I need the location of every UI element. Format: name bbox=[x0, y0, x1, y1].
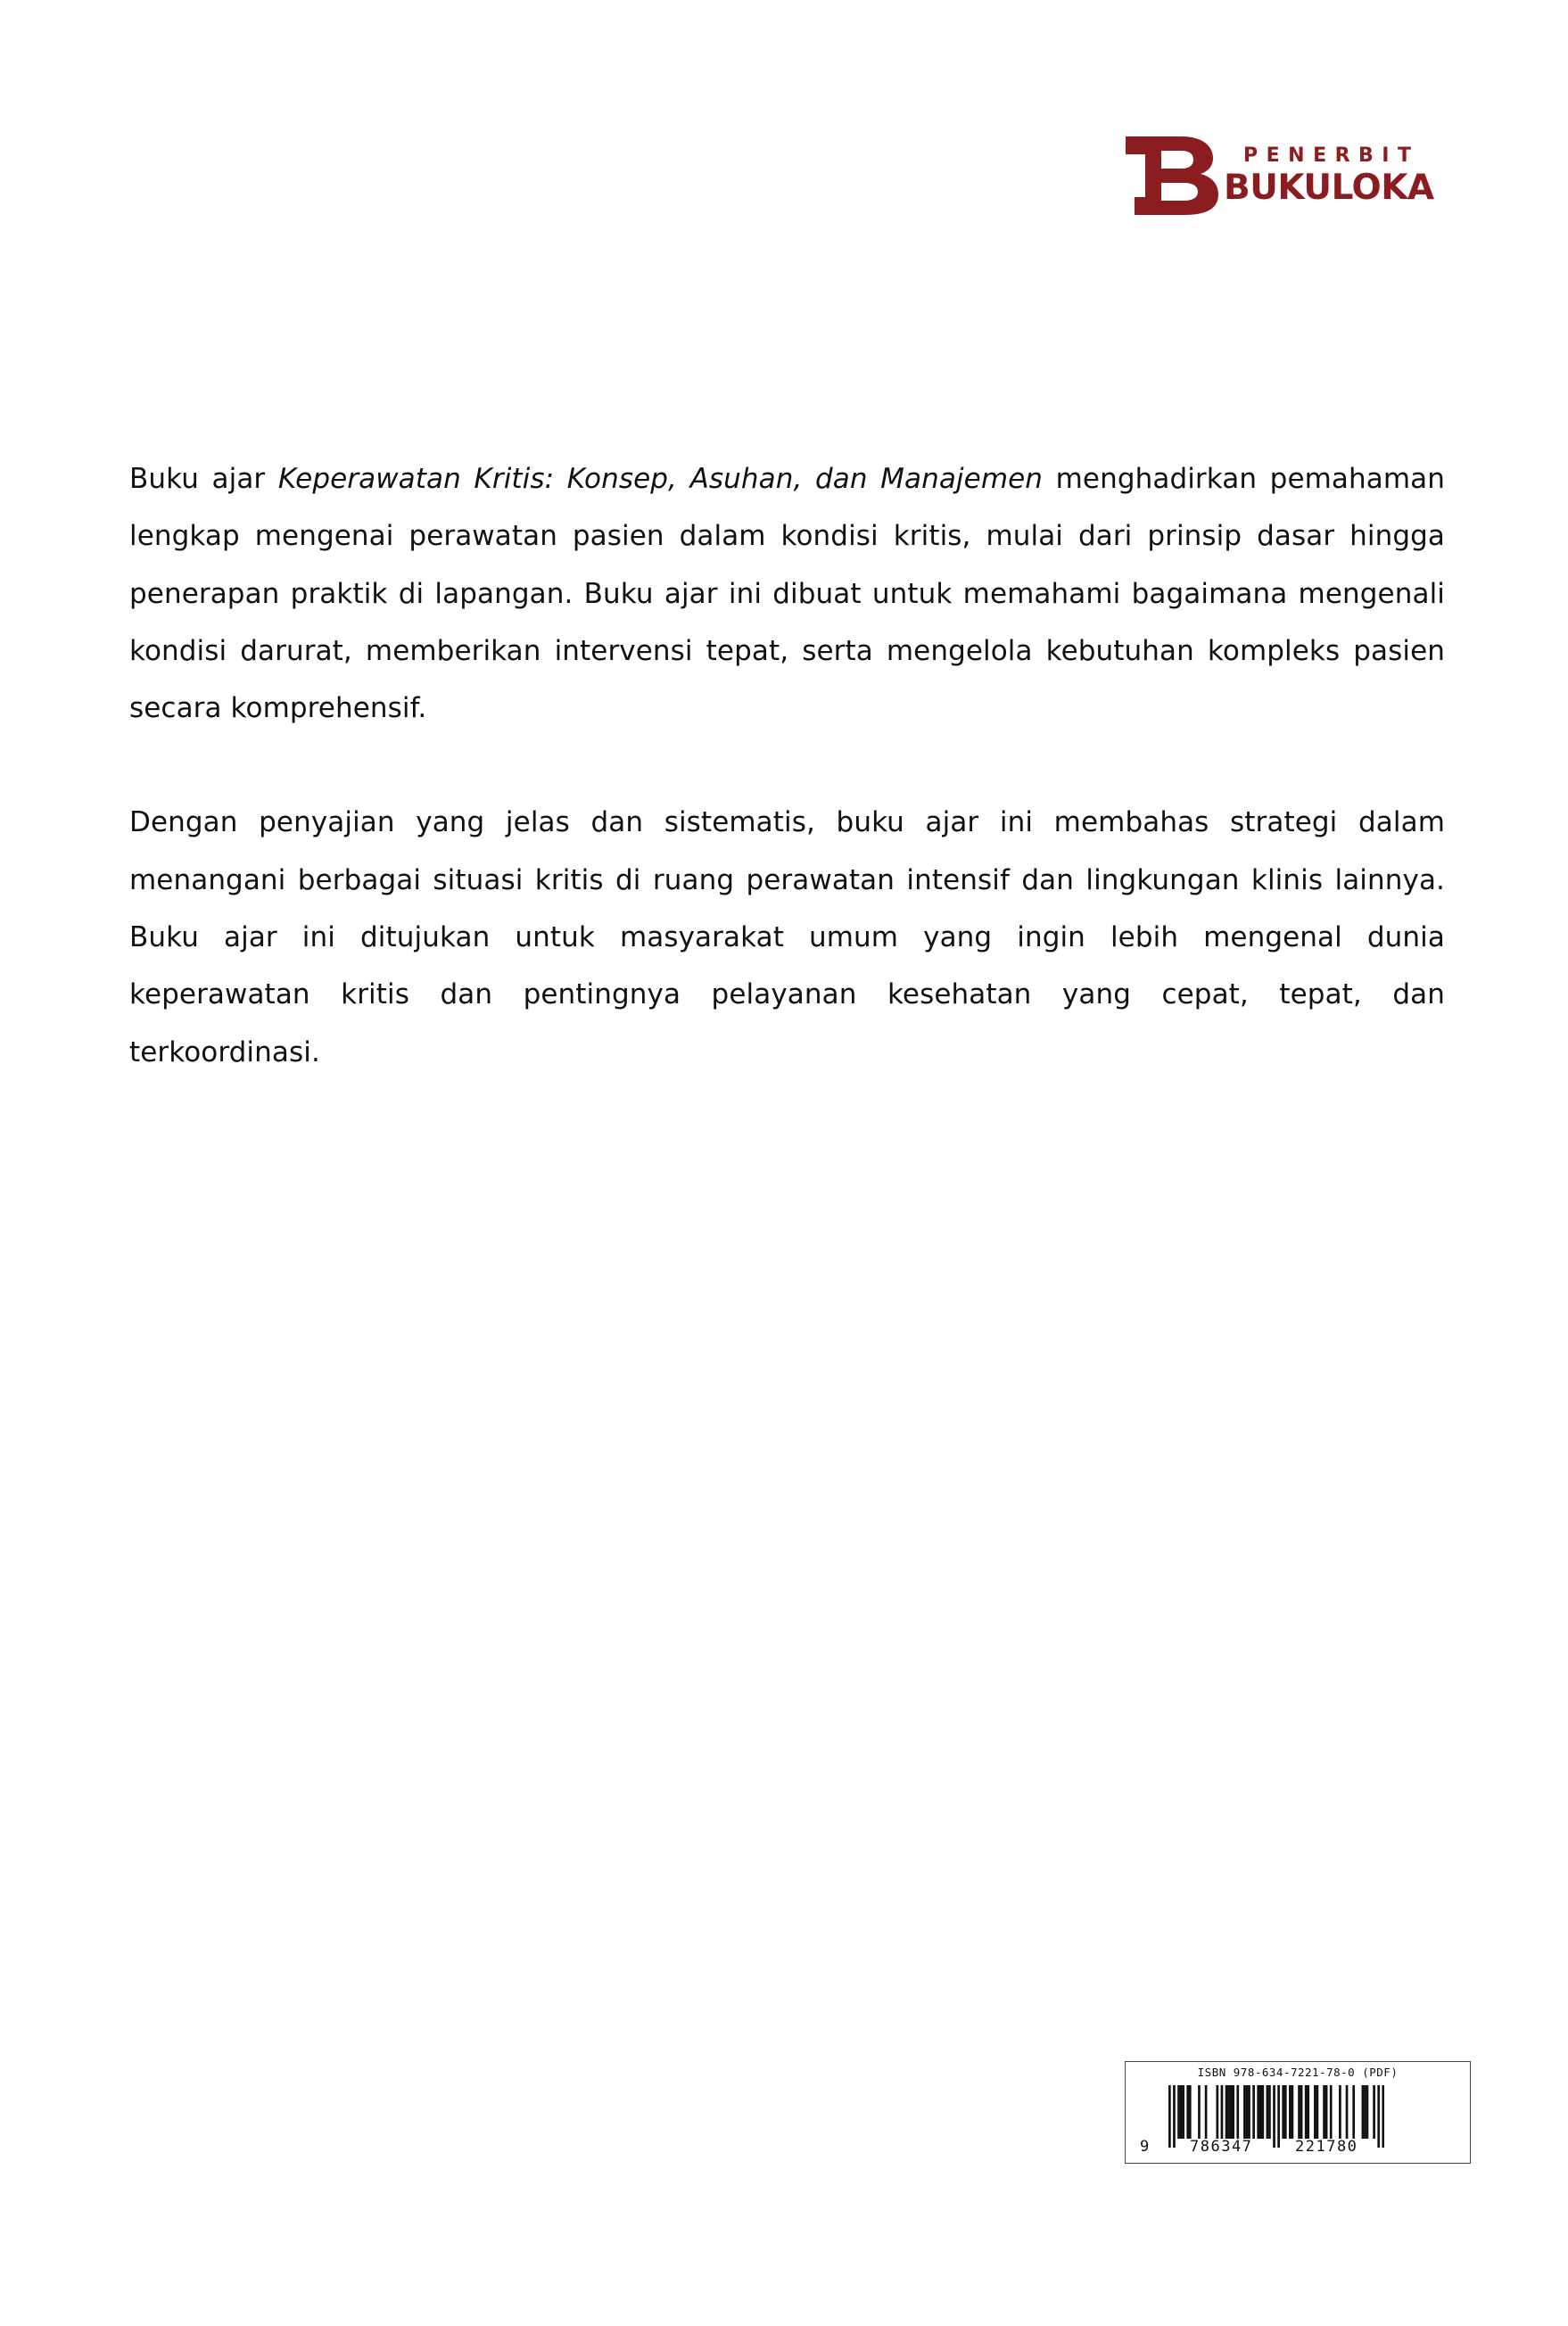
isbn-barcode-box bbox=[1125, 2061, 1471, 2164]
barcode-bar bbox=[1284, 2085, 1287, 2139]
barcode-bar bbox=[1323, 2085, 1325, 2139]
barcode-bar bbox=[1259, 2085, 1262, 2139]
barcode-bar bbox=[1298, 2085, 1300, 2139]
barcode-bar bbox=[1362, 2085, 1365, 2139]
barcode-bar bbox=[1230, 2085, 1233, 2139]
barcode-bar bbox=[1168, 2085, 1171, 2148]
barcode-bar bbox=[1226, 2085, 1228, 2139]
book-title: Keperawatan Kritis: Konsep, Asuhan, dan Manajemen bbox=[277, 463, 1044, 495]
barcode-left-digits: 786347 bbox=[1190, 2138, 1253, 2156]
barcode-bar bbox=[1236, 2085, 1239, 2139]
barcode-bar bbox=[1261, 2085, 1264, 2139]
barcode-bar bbox=[1330, 2085, 1333, 2139]
barcode-bar bbox=[1352, 2085, 1355, 2139]
barcode-bar bbox=[1186, 2085, 1189, 2139]
barcode-bar bbox=[1300, 2085, 1303, 2139]
barcode-bar bbox=[1252, 2085, 1255, 2139]
barcode-right-digits: 221780 bbox=[1295, 2138, 1358, 2156]
barcode-bar bbox=[1227, 2085, 1230, 2139]
barcode-bar bbox=[1177, 2085, 1180, 2139]
barcode-bar bbox=[1257, 2085, 1259, 2139]
barcode-bar bbox=[1267, 2085, 1269, 2139]
barcode-bar bbox=[1205, 2085, 1208, 2139]
barcode-bar bbox=[1232, 2085, 1234, 2139]
barcode-bar bbox=[1243, 2085, 1246, 2139]
barcode-bar bbox=[1246, 2085, 1249, 2139]
barcode-bar bbox=[1382, 2085, 1384, 2148]
barcode-bar bbox=[1346, 2085, 1349, 2139]
barcode-bar bbox=[1314, 2085, 1316, 2139]
barcode-bar bbox=[1180, 2085, 1183, 2139]
barcode-bar bbox=[1339, 2085, 1341, 2139]
barcode-bar bbox=[1221, 2085, 1224, 2139]
barcode-lead-digit: 9 bbox=[1140, 2138, 1151, 2156]
publisher-b-logo-icon bbox=[1126, 136, 1218, 215]
barcode-bar bbox=[1305, 2085, 1308, 2139]
book-blurb bbox=[129, 450, 1445, 1081]
barcode-bar bbox=[1182, 2085, 1184, 2139]
barcode-bar bbox=[1292, 2085, 1294, 2139]
barcode-bar bbox=[1189, 2085, 1192, 2139]
publisher-kicker: PENERBIT bbox=[1243, 144, 1420, 167]
barcode-bar bbox=[1268, 2085, 1271, 2139]
barcode-bar bbox=[1366, 2085, 1369, 2139]
barcode-bar bbox=[1307, 2085, 1309, 2139]
barcode-bar bbox=[1377, 2085, 1380, 2148]
blurb-paragraph-2: Dengan penyajian yang jelas dan sistematis, buku ajar ini membahas strategi dalam menangani berbagai situasi kritis di ruang perawatan intensif dan lingkungan klinis lainnya. Buku ajar ini ditujukan untuk masyarakat umum yang ingin lebih mengenal dunia keperawatan kritis dan pentingnya pelayanan kesehatan yang cepat, tepat, dan terkoordinasi. bbox=[129, 806, 1445, 1068]
isbn-label: ISBN 978-634-7221-78-0 (PDF) bbox=[1197, 2066, 1399, 2079]
barcode-bar bbox=[1198, 2085, 1201, 2139]
barcode-bar bbox=[1373, 2085, 1375, 2139]
barcode-bar bbox=[1248, 2085, 1250, 2139]
barcode-bar bbox=[1273, 2085, 1275, 2148]
barcode-bar bbox=[1364, 2085, 1366, 2139]
barcode-bar bbox=[1277, 2085, 1280, 2148]
barcode-bar bbox=[1173, 2085, 1176, 2148]
blurb-paragraph-1-rest: menghadirkan pemahaman lengkap mengenai perawatan pasien dalam kondisi kritis, mulai dari prinsip dasar hingga penerapan praktik di lapangan. Buku ajar ini dibuat untuk memahami bagaimana mengenali kondisi darurat, memberikan intervensi tepat, serta mengelola kebutuhan kompleks pasien secara komprehensif. bbox=[129, 463, 1446, 725]
publisher-name: BUKULOKA bbox=[1224, 168, 1434, 208]
barcode-bar bbox=[1289, 2085, 1292, 2139]
publisher-logo bbox=[1126, 134, 1447, 219]
blurb-paragraph-1 bbox=[129, 450, 1445, 737]
barcode-bar bbox=[1282, 2085, 1284, 2139]
blurb-lead: Buku ajar bbox=[129, 463, 278, 495]
barcode-bar bbox=[1325, 2085, 1328, 2139]
barcode-bar bbox=[1216, 2085, 1218, 2139]
barcode-bar bbox=[1316, 2085, 1319, 2139]
